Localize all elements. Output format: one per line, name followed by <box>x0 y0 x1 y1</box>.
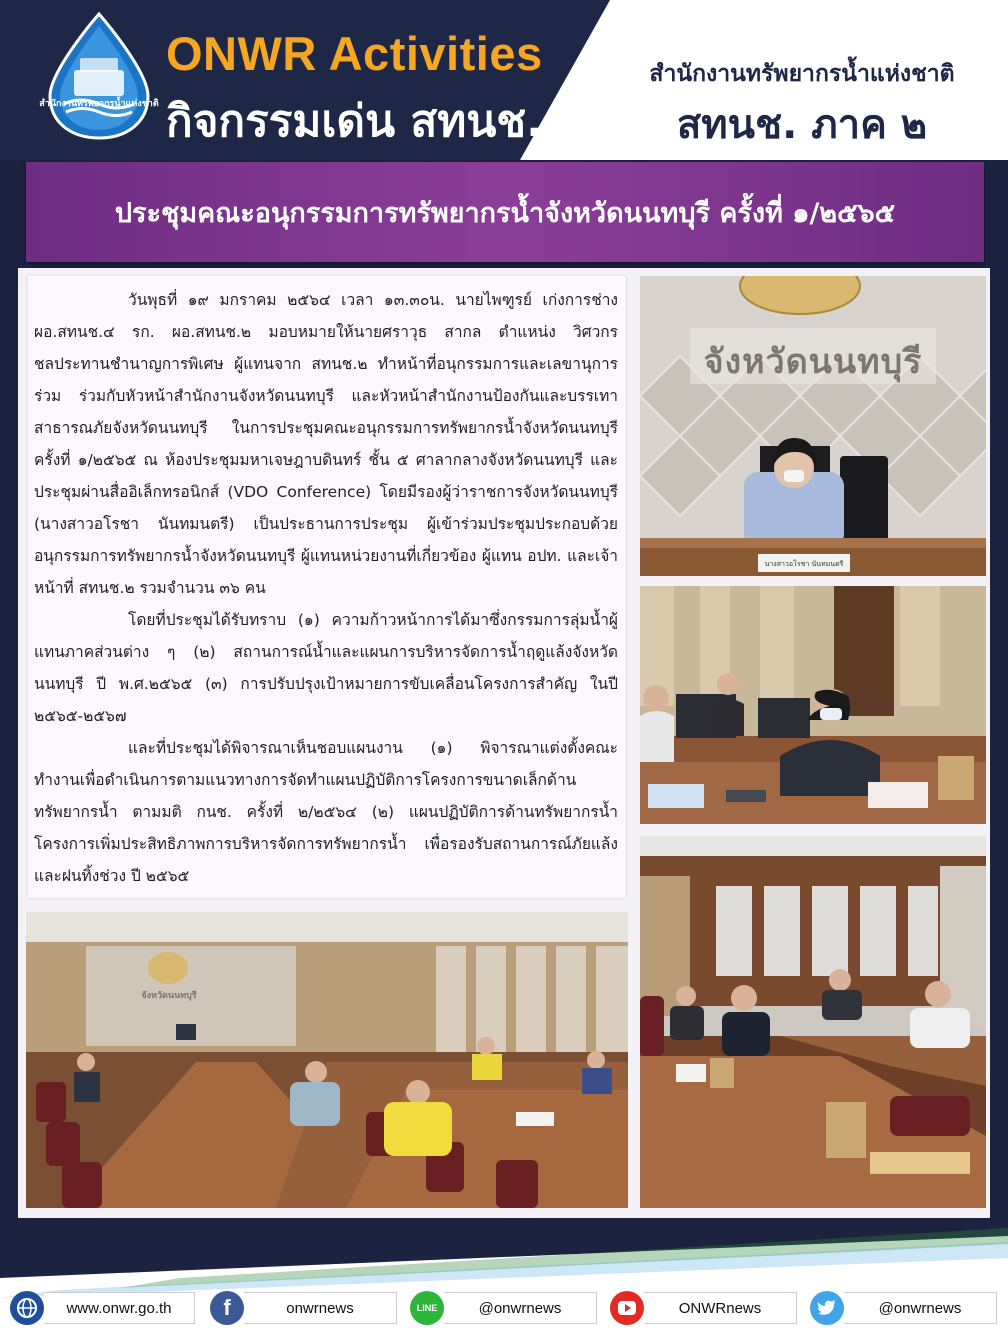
nameplate: นางสาวอโรชา นันทมนตรี <box>764 560 844 568</box>
region-name: สทนช. ภาค ๒ <box>676 102 928 148</box>
website-label: www.onwr.go.th <box>44 1292 195 1324</box>
headline: ประชุมคณะอนุกรรมการทรัพยากรน้ำจังหวัดนนทบุรี ครั้งที่ ๑/๒๕๖๕ <box>114 197 896 229</box>
footer <box>0 1218 1008 1344</box>
article-paragraph-3: และที่ประชุมได้พิจารณาเห็นชอบแผนงาน (๑) พิจารณาแต่งตั้งคณะทำงานเพื่อดำเนินการตามแนวทางการจัดทำแผนปฏิบัติการโครงการขนาดเล็กด้านทรัพยากรน้ำ ตามมติ กนช. ครั้งที่ ๒/๒๕๖๔ (๒) แผนปฏิบัติการด้านทรัพยากรน้ำ โครงการเพิ่มประสิทธิภาพการบริหารจัดการทรัพยากรน้ำ เพื่อรองรับสถานการณ์ภัยแล้งและฝนทิ้งช่วง ปี ๒๕๖๕ <box>34 739 618 885</box>
twitter-icon <box>810 1291 844 1325</box>
line-label: @onwrnews <box>444 1292 597 1324</box>
globe-icon <box>10 1291 44 1325</box>
article-paragraph-2: โดยที่ประชุมได้รับทราบ (๑) ความก้าวหน้าการได้มาซึ่งกรรมการลุ่มน้ำผู้แทนภาคส่วนต่าง ๆ (๒) สถานการณ์น้ำและแผนการบริหารจัดการน้ำฤดูแล้งจังหวัดนนทบุรี ปี พ.ศ.๒๕๖๕ (๓) การปรับปรุงเป้าหมายการขับเคลื่อนโครงการสำคัญ ในปี ๒๕๖๕-๒๕๖๗ <box>34 611 618 725</box>
footer-link-youtube[interactable] <box>610 1292 797 1324</box>
wall-sign: จังหวัดนนทบุรี <box>703 342 923 382</box>
photo-meeting-room-side <box>640 836 986 1208</box>
twitter-label: @onwrnews <box>844 1292 997 1324</box>
footer-link-website[interactable] <box>10 1292 195 1324</box>
wall-sign: จังหวัดนนทบุรี <box>141 991 197 1001</box>
onwr-logo <box>36 10 162 142</box>
youtube-label: ONWRnews <box>644 1292 797 1324</box>
photo-meeting-room-wide <box>26 912 628 1208</box>
article-body <box>34 284 618 892</box>
footer-link-line[interactable] <box>410 1292 597 1324</box>
line-icon: LINE <box>410 1291 444 1325</box>
logo-caption: สำนักงานทรัพยากรน้ำแห่งชาติ <box>39 99 159 109</box>
facebook-label: onwrnews <box>244 1292 397 1324</box>
photo-officials-laptops <box>640 586 986 824</box>
footer-link-facebook[interactable] <box>210 1292 397 1324</box>
agency-name: สำนักงานทรัพยากรน้ำแห่งชาติ <box>649 61 955 87</box>
article-paragraph-1: วันพุธที่ ๑๙ มกราคม ๒๕๖๔ เวลา ๑๓.๓๐น. นายไพฑูรย์ เก่งการช่าง ผอ.สทนช.๔ รก. ผอ.สทนช.๒ มอบหมายให้นายศราวุธ สากล ตำแหน่ง วิศวกรชลประทานชำนาญการพิเศษ ผู้แทนจาก สทนช.๒ ทำหน้าที่อนุกรรมการและเลขานุการร่วม ร่วมกับหัวหน้าสำนักงานจังหวัดนนทบุรี และหัวหน้าสำนักงานป้องกันและบรรเทาสาธารณภัยจังหวัดนนทบุรี ในการประชุมคณะอนุกรรมการทรัพยากรน้ำจังหวัดนนทบุรี ครั้งที่ ๑/๒๕๖๕ ณ ห้องประชุมมหาเจษฎาบดินทร์ ชั้น ๕ ศาลากลางจังหวัดนนทบุรี และประชุมผ่านสื่ออิเล็กทรอนิกส์ (VDO Conference) โดยมีรองผู้ว่าราชการจังหวัดนนทบุรี (นางสาวอโรชา นันทมนตรี) เป็นประธานการประชุม ผู้เข้าร่วมประชุมประกอบด้วย อนุกรรมการทรัพยากรน้ำจังหวัดนนทบุรี ผู้แทนหน่วยงานที่เกี่ยวข้อง ผู้แทน อปท. และเจ้าหน้าที่ สทนช.๒ รวมจำนวน ๓๖ คน <box>34 291 618 597</box>
photo-chairperson <box>640 276 986 576</box>
footer-link-twitter[interactable] <box>810 1292 997 1324</box>
youtube-icon <box>610 1291 644 1325</box>
title-thai: กิจกรรมเด่น สทนช. <box>166 96 543 147</box>
headline-banner <box>26 162 984 262</box>
header <box>0 0 1008 160</box>
facebook-icon: f <box>210 1291 244 1325</box>
title-english: ONWR Activities <box>166 27 543 80</box>
